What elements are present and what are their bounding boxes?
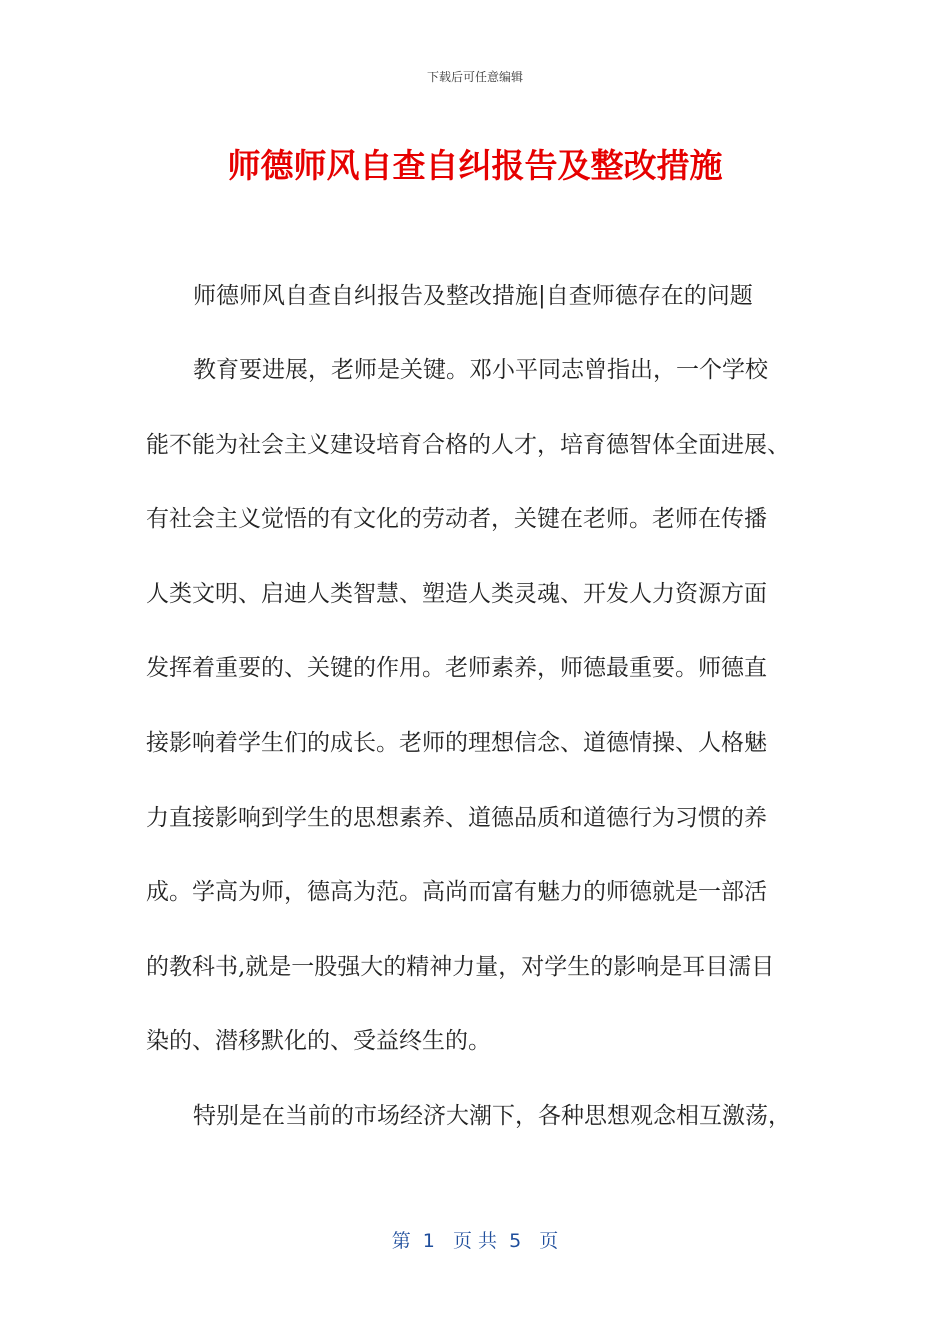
page-footer: 第 1 页 共 5 页: [391, 1230, 559, 1252]
header-note: 下载后可任意编辑: [426, 70, 523, 84]
paragraph-line: 染的、潜移默化的、受益终生的。: [146, 1028, 491, 1054]
paragraph-line: 教育要进展，老师是关键。邓小平同志曾指出，一个学校: [193, 357, 768, 383]
paragraph-line: 的教科书,就是一股强大的精神力量，对学生的影响是耳目濡目: [146, 954, 775, 980]
paragraph-line: 接影响着学生们的成长。老师的理想信念、道德情操、人格魅: [146, 730, 767, 756]
document-title: 师德师风自查自纠报告及整改措施: [227, 146, 723, 185]
paragraph-line: 特别是在当前的市场经济大潮下，各种思想观念相互激荡，: [193, 1103, 791, 1129]
paragraph-line: 人类文明、启迪人类智慧、塑造人类灵魂、开发人力资源方面: [146, 581, 767, 607]
paragraph-line: 力直接影响到学生的思想素养、道德品质和道德行为习惯的养: [146, 805, 767, 831]
paragraph-line: 有社会主义觉悟的有文化的劳动者，关键在老师。老师在传播: [146, 506, 767, 532]
subtitle-line: 师德师风自查自纠报告及整改措施|自查师德存在的问题: [193, 283, 753, 309]
paragraph-line: 发挥着重要的、关键的作用。老师素养，师德最重要。师德直: [146, 655, 767, 681]
paragraph-line: 能不能为社会主义建设培育合格的人才，培育德智体全面进展、: [146, 432, 790, 458]
paragraph-line: 成。学高为师，德高为范。高尚而富有魅力的师德就是一部活: [146, 879, 767, 905]
